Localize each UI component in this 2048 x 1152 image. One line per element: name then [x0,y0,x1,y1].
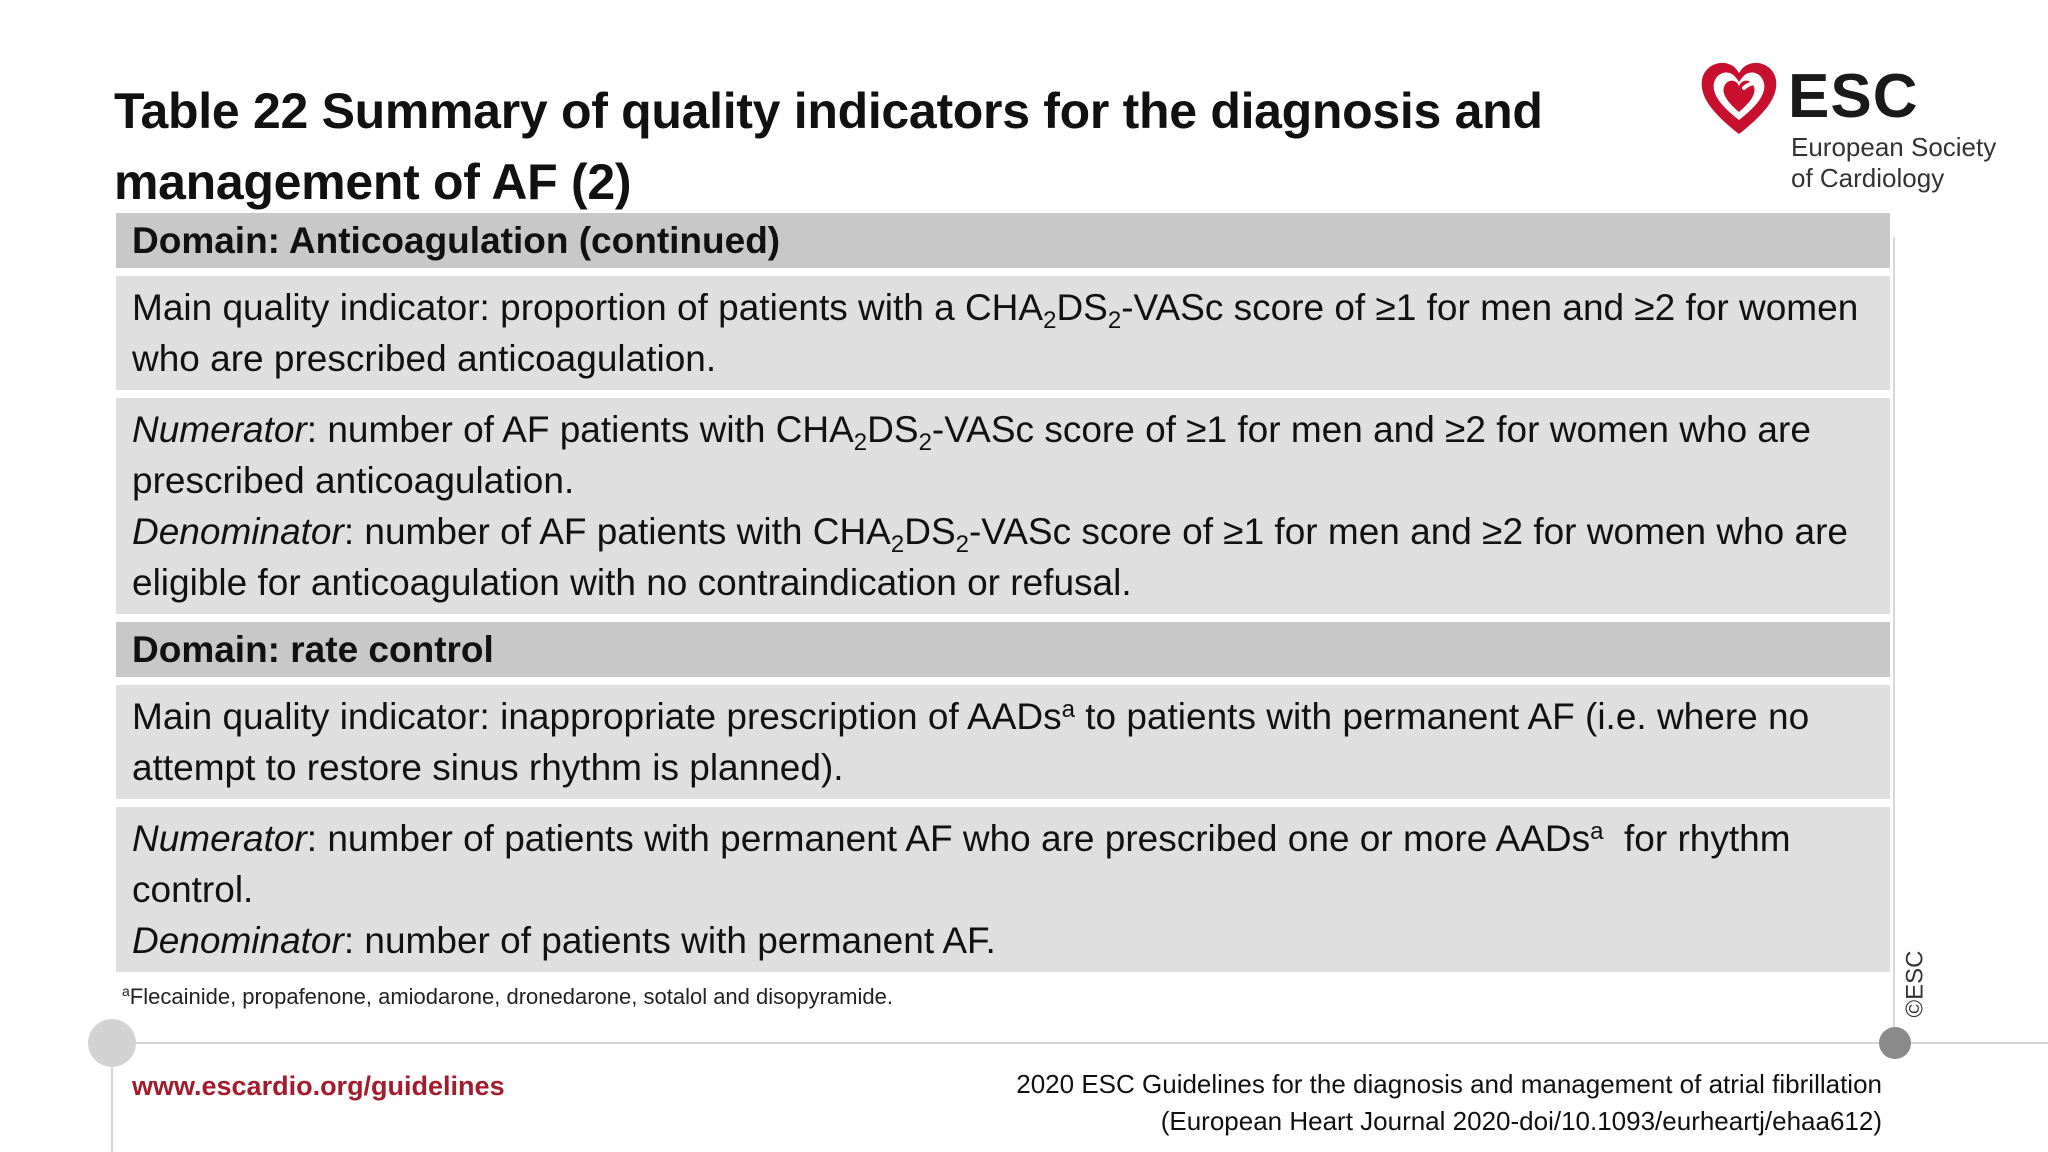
text-part: Main quality indicator: inappropriate prescription of AADs [132,696,1062,737]
text-part: DS [867,409,919,450]
numerator-text [132,404,1874,506]
denominator-text [132,506,1874,608]
text-part: -VASc score of ≥1 for men and ≥2 for women who are prescribed anticoagulation. [132,409,1811,501]
subscript: 2 [853,429,868,456]
logo-subtitle [1791,132,1996,194]
domain-header-row [116,213,1890,268]
numerator-denominator-rate-control [116,807,1890,972]
citation-line1: 2020 ESC Guidelines for the diagnosis and management of atrial fibrillation [1016,1069,1882,1099]
main-indicator-row [116,685,1890,799]
logo-subtitle-line2: of Cardiology [1791,163,1945,193]
right-divider [1893,237,1895,1043]
subscript: 2 [955,531,969,558]
citation-line2: (European Heart Journal 2020-doi/10.1093/eurheartj/ehaa612) [1160,1106,1882,1136]
numerator-text [132,813,1874,915]
domain-header-rate-control: Domain: rate control [116,622,1890,677]
denominator-text [132,915,1874,966]
page-title: Table 22 Summary of quality indicators for the diagnosis and management of AF (2) [114,83,1543,210]
footer-divider [112,1042,2048,1044]
copyright-mark [1901,940,1942,1030]
copyright-text: ©ESC [1901,950,1929,1018]
heart-icon [1698,58,1780,140]
subscript: 2 [890,531,905,558]
subscript: 2 [1043,307,1057,334]
guidelines-link[interactable]: www.escardio.org/guidelines [132,1071,505,1101]
text-part: : number of AF patients with CHA [306,409,854,450]
logo-subtitle-line1: European Society [1791,132,1997,162]
quality-indicators-table [116,205,1890,980]
main-indicator-anticoagulation [116,276,1890,390]
numerator-denominator-row [116,398,1890,614]
main-indicator-rate-control [116,685,1890,799]
text-part: -VASc score of ≥1 for men and ≥2 for women who are prescribed anticoagulation. [132,287,1859,379]
text-part: DS [904,511,956,552]
text-part: : number of patients with permanent AF who are prescribed one or more AADs [306,818,1591,859]
text-part: for rhythm control. [132,818,1801,910]
footer-right-dot [1879,1027,1911,1059]
subscript: 2 [918,429,932,456]
logo-wordmark: ESC [1788,62,1919,131]
table-footnote [122,984,893,1010]
domain-header-anticoagulation: Domain: Anticoagulation (continued) [116,213,1890,268]
subscript: 2 [1107,307,1122,334]
numerator-label: Numerator [132,818,307,859]
esc-logo [1698,58,1997,198]
text-part: : number of AF patients with CHA [343,511,891,552]
footer-left-dot [88,1019,136,1067]
main-indicator-row [116,276,1890,390]
text-part: : number of patients with permanent AF. [343,920,996,961]
text-part: to patients with permanent AF (i.e. where no attempt to restore sinus rhythm is planned). [132,696,1810,788]
numerator-denominator-anticoagulation [116,398,1890,614]
numerator-denominator-row [116,807,1890,972]
text-part: DS [1056,287,1108,328]
denominator-label: Denominator [132,511,344,552]
numerator-label: Numerator [132,409,307,450]
footnote-marker: a [122,983,130,999]
denominator-label: Denominator [132,920,344,961]
footnote-text: Flecainide, propafenone, amiodarone, dronedarone, sotalol and disopyramide. [129,984,893,1009]
text-part: Main quality indicator: proportion of patients with a CHA [132,287,1044,328]
superscript: a [1590,818,1604,845]
superscript: a [1061,696,1075,723]
domain-header-row [116,622,1890,677]
citation [1016,1066,1882,1140]
text-part: -VASc score of ≥1 for men and ≥2 for women who are eligible for anticoagulation with no contraindication or refusal. [132,511,1848,603]
